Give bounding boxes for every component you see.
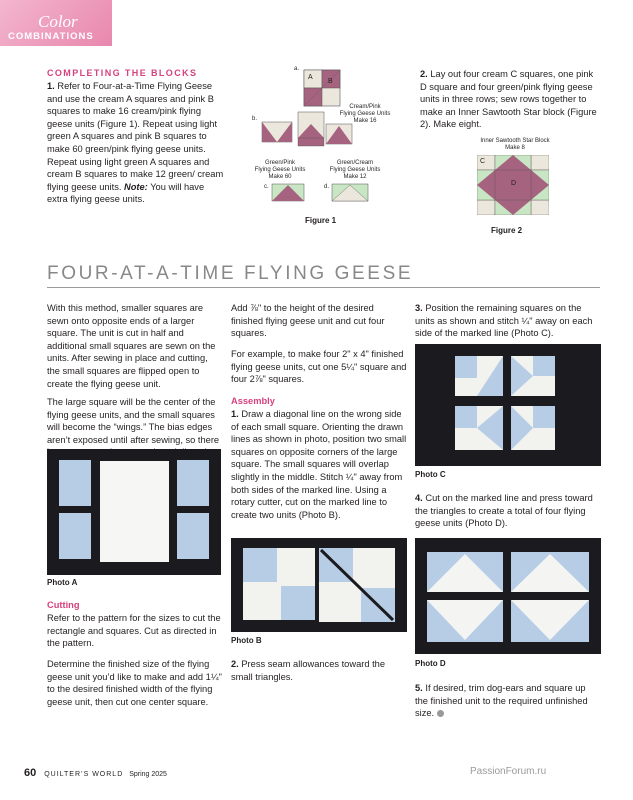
fig2-label-c: C: [480, 158, 486, 165]
completing-step1: [47, 80, 225, 206]
note-text: You will have extra flying geese units.: [47, 181, 205, 205]
figure1-step-d: [332, 184, 368, 201]
assembly-step5-text: If desired, trim dog-ears and square up the finished unit to the required unfinished size.: [415, 683, 588, 719]
section-title: FOUR-AT-A-TIME FLYING GEESE: [47, 263, 414, 284]
figure-1-diagram: [250, 64, 390, 234]
section-divider: [47, 287, 600, 288]
fig1-cream-pink-label: Cream/Pink Flying Geese Units Make 16: [339, 104, 391, 124]
magazine-name: QUILTER’S WORLD: [44, 771, 124, 778]
fig2-label-d: D: [511, 180, 517, 187]
fig1-square-a: A: [308, 74, 313, 81]
step2-number: 2.: [420, 69, 428, 79]
figure-2: [455, 138, 575, 238]
photo-b-art: [231, 538, 407, 632]
col2-para1: Add ⅞" to the height of the desired finished flying geese unit and cut four squares.: [231, 303, 385, 339]
photo-a-small-square: [59, 460, 91, 506]
fig1-label-d: d.: [324, 184, 330, 190]
col1-para3: Refer to the pattern for the sizes to cut the rectangle and squares. Cut as directed in the pattern.: [47, 613, 221, 649]
photo-a-small-square: [177, 460, 209, 506]
badge-line1: Color: [38, 12, 78, 31]
assembly-step2: [231, 658, 407, 683]
fig1-square-b: B: [328, 78, 333, 85]
assembly-step3-number: 3.: [415, 303, 423, 313]
figure-2-caption: Figure 2: [491, 226, 523, 235]
fig1-label-c: c.: [264, 184, 269, 190]
figure-1-caption: Figure 1: [305, 216, 337, 225]
end-mark-icon: [437, 710, 444, 717]
photo-d: [415, 538, 601, 654]
fig1-green-cream-label: Green/Cream Flying Geese Units Make 12: [329, 160, 381, 180]
step2-text: Lay out four cream C squares, one pink D square and four green/pink flying geese units in three rows; sew rows together to make an Inner Sawtooth Star block (Figure 2). Make eight.: [420, 69, 597, 130]
completing-heading: COMPLETING THE BLOCKS: [47, 68, 198, 78]
badge-line2: COMBINATIONS: [8, 31, 94, 42]
assembly-step2-text: Press seam allowances toward the small triangles.: [231, 659, 386, 682]
step1-text: Refer to Four-at-a-Time Flying Geese and use the cream A squares and pink B squares to make 16 cream/pink flying geese units (Figure 1). Repeat using light green A squares and pink B squares to make 60 green/pink flying geese units. Repeat using light green A squares and cream B squares to make 12 green/ cream flying geese units.: [47, 81, 224, 192]
cutting-heading: Cutting: [47, 600, 80, 610]
step1-number: 1.: [47, 81, 55, 91]
assembly-step1: [231, 408, 407, 521]
figure-1: [250, 64, 390, 234]
fig2-title: Inner Sawtooth Star Block Make 8: [480, 138, 550, 151]
fig1-label-b: b.: [252, 116, 258, 122]
watermark: PassionForum.ru: [470, 766, 547, 777]
assembly-step5: [415, 682, 601, 720]
assembly-step3: [415, 302, 601, 340]
photo-c: [415, 344, 601, 466]
assembly-step4: [415, 492, 601, 530]
col1-para4: Determine the finished size of the flying geese unit you’d like to make and add 1¼" to the desired finished width of the flying geese unit, then cut one center square.: [47, 659, 222, 707]
assembly-step4-number: 4.: [415, 493, 423, 503]
col1-para1: With this method, smaller squares are sewn onto opposite ends of a larger square. The unit is cut in half and additional small squares are sewn on the units. After sewing in place and cutting, the small squares are flipped open to create the flying geese unit.: [47, 303, 216, 389]
issue: Spring 2025: [129, 771, 167, 778]
assembly-step1-number: 1.: [231, 409, 239, 419]
photo-c-caption: Photo C: [415, 470, 446, 479]
assembly-step4-text: Cut on the marked line and press toward the triangles to create a total of four flying geese units (Photo D).: [415, 493, 593, 529]
col2-para2: For example, to make four 2" x 4" finished flying geese units, cut one 5¼" square and four 2⅞" squares.: [231, 349, 407, 385]
photo-a-caption: Photo A: [47, 578, 78, 587]
assembly-step3-text: Position the remaining squares on the units as shown and stitch ¼" away on each side of the marked line (Photo C).: [415, 303, 593, 339]
col1-para2: The large square will be the center of the flying geese units, and the small squares will become the “wings.” The bias edges aren’t exposed until after sewing, so there: [47, 397, 220, 445]
assembly-heading: Assembly: [231, 396, 275, 406]
photo-a-large-square: [100, 461, 169, 562]
photo-a: [47, 449, 221, 575]
assembly-step2-number: 2.: [231, 659, 239, 669]
photo-d-caption: Photo D: [415, 659, 446, 668]
assembly-step1-text: Draw a diagonal line on the wrong side of each small square. Orienting the drawn lines as shown in photo, position two small squares on opposite corners of the large square. The small squares will overlap slightly in the middle. Stitch ¼" away from both sides of the marked line. Using a rotary cutter, cut on the marked line to create two units (Photo B).: [231, 409, 407, 520]
photo-b-caption: Photo B: [231, 636, 262, 645]
page-footer: [24, 767, 167, 779]
figure1-step-c: [272, 184, 304, 201]
note-label: Note:: [124, 181, 148, 192]
fig1-label-a: a.: [294, 66, 300, 72]
completing-step2: [420, 68, 600, 131]
photo-b: [231, 538, 407, 632]
photo-c-art: [415, 344, 601, 466]
assembly-step5-number: 5.: [415, 683, 423, 693]
photo-d-art: [415, 538, 601, 654]
fig1-green-pink-label: Green/Pink Flying Geese Units Make 60: [254, 160, 306, 180]
page-number: 60: [24, 767, 37, 779]
photo-a-small-square: [59, 513, 91, 559]
photo-a-small-square: [177, 513, 209, 559]
